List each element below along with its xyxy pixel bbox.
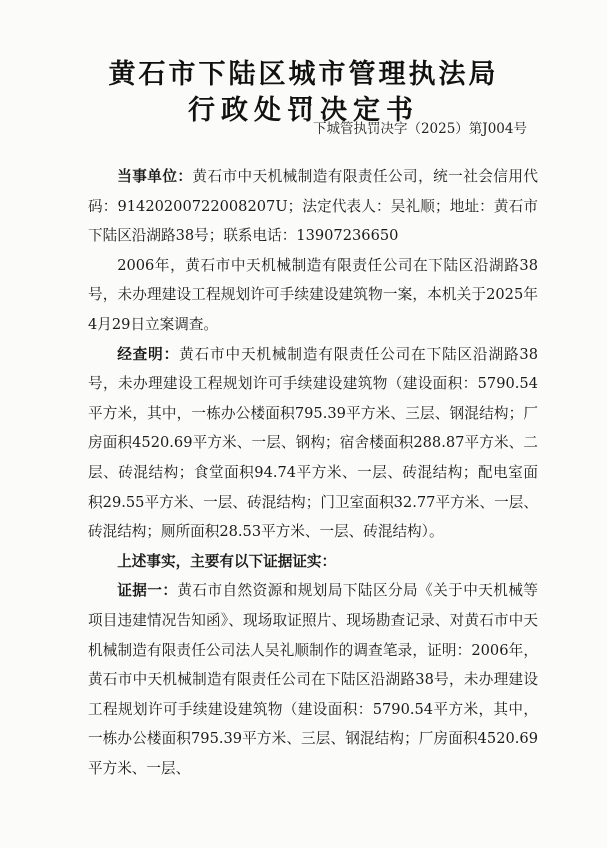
document-title-line1: 黄石市下陆区城市管理执法局 <box>108 59 499 90</box>
evidence1-paragraph <box>88 576 538 783</box>
party-label: 当事单位： <box>117 168 193 185</box>
investigation-paragraph <box>88 340 538 547</box>
document-title-line2: 行政处罚决定书 <box>188 95 419 126</box>
investigation-label: 经查明： <box>117 345 180 363</box>
document-body <box>88 162 538 783</box>
evidence-intro: 上述事实，主要有以下证据证实： <box>117 552 337 570</box>
background-paragraph: 2006年，黄石市中天机械制造有限责任公司在下陆区沿湖路38号，未办理建设工程规划许可手续建设建筑物一案，本机关于2025年4月29日立案调查。 <box>88 256 538 333</box>
party-paragraph <box>88 162 538 251</box>
party-text: 黄石市中天机械制造有限责任公司，统一社会信用代码：91420200722008207U；法定代表人：吴礼顺；地址：黄石市下陆区沿湖路38号；联系电话：13907236650 <box>88 168 538 245</box>
investigation-text: 黄石市中天机械制造有限责任公司在下陆区沿湖路38号，未办理建设工程规划许可手续建设建筑物（建设面积：5790.54平方米，其中，一栋办公楼面积795.39平方米、三层、钢混结构；厂房面积4520.69平方米、一层、钢构；宿舍楼面积288.87平方米、二层、砖混结构；食堂面积94.74平方米、一层、砖混结构；配电室面积29.55平方米、一层、砖混结构；门卫室面积32.77平方米、一层、砖混结构；厕所面积28.53平方米、一层、砖混结构）。 <box>88 345 538 541</box>
evidence1-text: 黄石市自然资源和规划局下陆区分局《关于中天机械等项目违建情况告知函》、现场取证照片、现场勘查记录、对黄石市中天机械制造有限责任公司法人吴礼顺制作的调查笔录，证明：2006年，黄石市中天机械制造有限责任公司在下陆区沿湖路38号，未办理建设工程规划许可手续建设建筑物（建设面积：5790.54平方米，其中，一栋办公楼面积795.39平方米、三层、钢混结构；厂房面积4520.69平方米、一层、 <box>88 582 538 777</box>
document-number: 下城管执罚决字（2025）第J004号 <box>312 121 527 137</box>
evidence1-label: 证据一： <box>117 582 178 600</box>
